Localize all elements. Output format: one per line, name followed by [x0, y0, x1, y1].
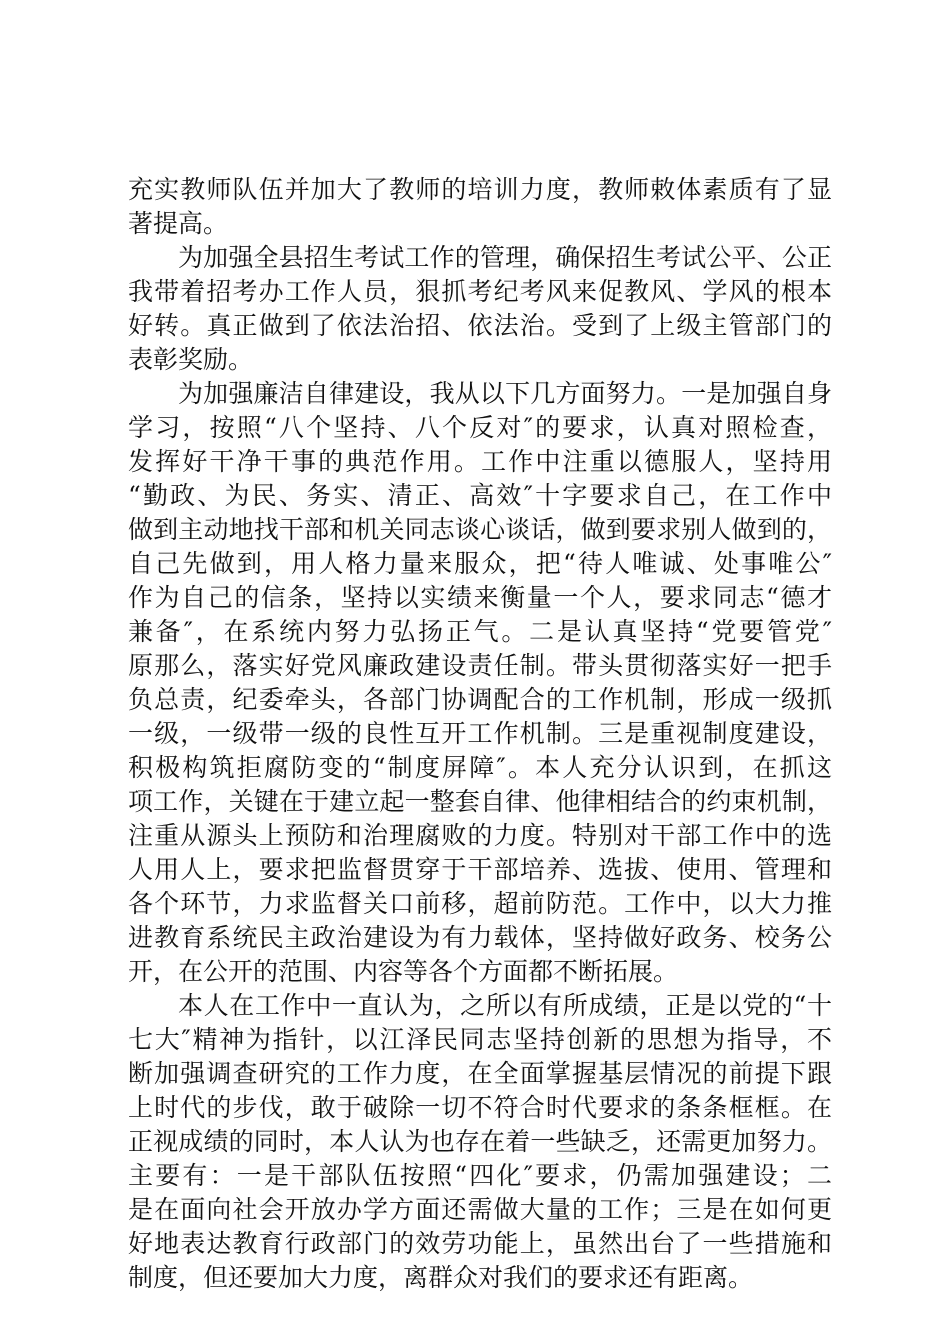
text-line: 原那么，落实好党风廉政建设责任制。带头贯彻落实好一把手 — [128, 651, 832, 680]
text-line: 为加强全县招生考试工作的管理，确保招生考试公平、公正 — [178, 243, 832, 272]
text-line: 自己先做到，用人格力量来服众，把“待人唯诚、处事唯公″ — [128, 549, 832, 578]
text-line: 负总责，纪委牵头，各部门协调配合的工作机制，形成一级抓 — [128, 685, 832, 714]
text-line: 积极构筑拒腐防变的“制度屏障″。本人充分认识到，在抓这 — [128, 753, 832, 782]
text-line: 著提高。 — [128, 209, 229, 238]
text-line: 充实教师队伍并加大了教师的培训力度，教师敕体素质有了显 — [128, 175, 832, 204]
text-line: 注重从源头上预防和治理腐败的力度。特别对干部工作中的选 — [128, 821, 832, 850]
text-line: 我带着招考办工作人员，狠抓考纪考风来促教风、学风的根本 — [128, 277, 832, 306]
text-line: 本人在工作中一直认为，之所以有所成绩，正是以党的“十 — [178, 991, 832, 1020]
text-line: 做到主动地找干部和机关同志谈心谈话，做到要求别人做到的， — [128, 515, 832, 544]
text-line: 主要有：一是干部队伍按照“四化″要求，仍需加强建设；二 — [128, 1161, 832, 1190]
text-line: 是在面向社会开放办学方面还需做大量的工作；三是在如何更 — [128, 1195, 832, 1224]
text-line: 表彰奖励。 — [128, 345, 254, 374]
document-body — [128, 173, 832, 1295]
text-line: 好地表达教育行政部门的效劳功能上，虽然出台了一些措施和 — [128, 1229, 832, 1258]
text-line: “勤政、为民、务实、清正、高效″十字要求自己，在工作中 — [128, 481, 832, 510]
text-line: 上时代的步伐，敢于破除一切不符合时代要求的条条框框。在 — [128, 1093, 832, 1122]
text-line: 进教育系统民主政治建设为有力载体，坚持做好政务、校务公 — [128, 923, 832, 952]
text-line: 兼备″，在系统内努力弘扬正气。二是认真坚持“党要管党″ — [128, 617, 832, 646]
text-line: 开，在公开的范围、内容等各个方面都不断拓展。 — [128, 957, 679, 986]
text-line: 项工作，关键在于建立起一整套自律、他律相结合的约束机制， — [128, 787, 832, 816]
text-line: 好转。真正做到了依法治招、依法治。受到了上级主管部门的 — [128, 311, 832, 340]
text-line: 各个环节，力求监督关口前移，超前防范。工作中，以大力推 — [128, 889, 832, 918]
text-line: 一级，一级带一级的良性互开工作机制。三是重视制度建设， — [128, 719, 832, 748]
text-line: 断加强调查研究的工作力度，在全面掌握基层情况的前提下跟 — [128, 1059, 832, 1088]
text-line: 为加强廉洁自律建设，我从以下几方面努力。一是加强自身 — [178, 379, 832, 408]
text-line: 人用人上，要求把监督贯穿于干部培养、选拔、使用、管理和 — [128, 855, 832, 884]
text-line: 制度，但还要加大力度，离群众对我们的要求还有距离。 — [128, 1263, 754, 1292]
text-line: 作为自己的信条，坚持以实绩来衡量一个人，要求同志“德才 — [128, 583, 832, 612]
text-line: 学习，按照“八个坚持、八个反对″的要求，认真对照检查， — [128, 413, 832, 442]
text-line: 正视成绩的同时，本人认为也存在着一些缺乏，还需更加努力。 — [128, 1127, 832, 1156]
text-line: 发挥好干净干事的典范作用。工作中注重以德服人，坚持用 — [128, 447, 832, 476]
text-line: 七大″精神为指针，以江泽民同志坚持创新的思想为指导，不 — [128, 1025, 832, 1054]
